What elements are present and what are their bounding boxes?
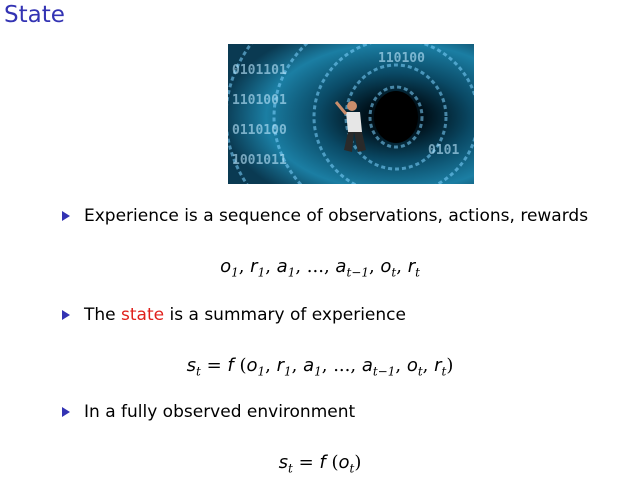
equation-state-function: $s_t = f$ ($o_1$, $r_1$, $a_1$, ..., $a_{t-1}$, $o_t$, $r_t$) — [186, 355, 454, 379]
bullet-text-pre: The — [84, 305, 122, 325]
slide-title: State — [4, 2, 65, 28]
svg-text:110100: 110100 — [378, 51, 425, 66]
svg-text:1001011: 1001011 — [232, 153, 287, 168]
bullet-marker-icon — [62, 310, 70, 320]
svg-text:0110100: 0110100 — [232, 123, 287, 138]
binary-tunnel-image — [228, 44, 474, 184]
equation-fully-observed: $s_t = f$ $(o_t)$ — [278, 452, 362, 476]
bullet-marker-icon — [62, 211, 70, 221]
bullet-text: Experience is a sequence of observations, actions, rewards — [84, 206, 589, 226]
bullet-state — [62, 305, 406, 325]
bullet-marker-icon — [62, 407, 70, 417]
bullet-experience — [62, 206, 588, 226]
bullet-text-post: is a summary of experience — [164, 305, 406, 325]
svg-text:1101001: 1101001 — [232, 93, 287, 108]
bullet-text: In a fully observed environment — [84, 402, 356, 422]
highlight-state: state — [121, 305, 165, 325]
equation-experience-sequence: $o_1$, $r_1$, $a_1$, ..., $a_{t-1}$, $o_t$, $r_t$ — [220, 256, 420, 280]
svg-text:0101: 0101 — [428, 143, 460, 158]
bullet-fully-observed — [62, 402, 355, 422]
svg-text:0101101: 0101101 — [232, 63, 287, 78]
